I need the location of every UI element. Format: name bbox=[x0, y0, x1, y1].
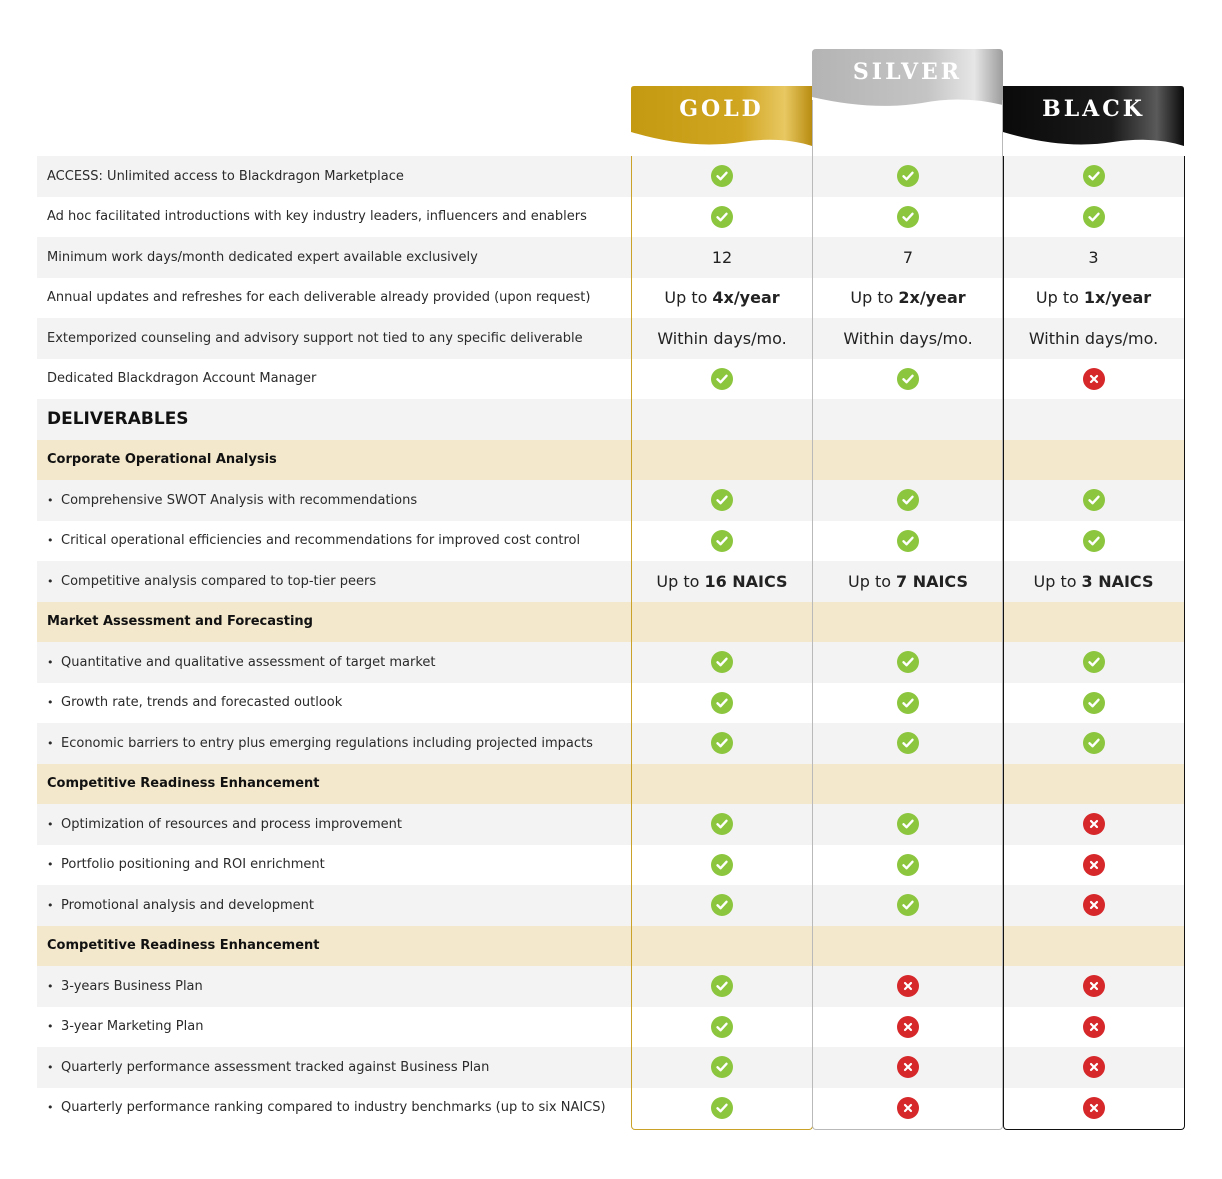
check-icon bbox=[897, 651, 919, 673]
table-row bbox=[37, 804, 1184, 845]
table-row bbox=[37, 1007, 1184, 1048]
cell-value: 4x/year bbox=[712, 288, 780, 308]
table-row bbox=[37, 237, 1184, 278]
cross-icon bbox=[1083, 854, 1105, 876]
cell-silver bbox=[813, 197, 1003, 238]
cell-gold bbox=[631, 318, 813, 359]
cell-black bbox=[1003, 197, 1184, 238]
check-icon bbox=[1083, 530, 1105, 552]
check-icon bbox=[1083, 206, 1105, 228]
cross-icon bbox=[1083, 1016, 1105, 1038]
cell-black bbox=[1003, 278, 1184, 319]
cell-text: Within days/mo. bbox=[657, 328, 787, 348]
cell-gold bbox=[631, 642, 813, 683]
check-icon bbox=[897, 165, 919, 187]
table-row bbox=[37, 683, 1184, 724]
table-row bbox=[37, 642, 1184, 683]
table-row bbox=[37, 845, 1184, 886]
cell-black bbox=[1003, 521, 1184, 562]
cell-gold bbox=[631, 683, 813, 724]
cell-text: Up to bbox=[850, 288, 894, 308]
cell-silver bbox=[813, 642, 1003, 683]
cell-black bbox=[1003, 966, 1184, 1007]
cell-black bbox=[1003, 845, 1184, 886]
cell-gold bbox=[631, 1088, 813, 1129]
cell-black bbox=[1003, 359, 1184, 400]
check-icon bbox=[711, 1016, 733, 1038]
cell-black bbox=[1003, 156, 1184, 197]
cell-black bbox=[1003, 723, 1184, 764]
feature-label: ACCESS: Unlimited access to Blackdragon Marketplace bbox=[47, 168, 404, 184]
feature-label: • Portfolio positioning and ROI enrichment bbox=[47, 857, 627, 872]
cell-text: Within days/mo. bbox=[1028, 328, 1159, 348]
category-label: Competitive Readiness Enhancement bbox=[47, 776, 320, 792]
tier-name-black: BLACK bbox=[1042, 96, 1145, 122]
check-icon bbox=[897, 368, 919, 390]
feature-label: • Comprehensive SWOT Analysis with recommendations bbox=[47, 493, 627, 508]
cell-black bbox=[1003, 885, 1184, 926]
table-row bbox=[37, 966, 1184, 1007]
cell-silver bbox=[813, 1088, 1003, 1129]
feature-label: • Optimization of resources and process improvement bbox=[47, 817, 627, 832]
check-icon bbox=[711, 530, 733, 552]
tier-header-silver bbox=[812, 49, 1003, 129]
cell-gold bbox=[631, 278, 813, 319]
check-icon bbox=[711, 975, 733, 997]
cell-silver bbox=[813, 1007, 1003, 1048]
cross-icon bbox=[1083, 813, 1105, 835]
cross-icon bbox=[897, 1016, 919, 1038]
cell-gold bbox=[631, 723, 813, 764]
cell-silver bbox=[813, 561, 1003, 602]
cross-icon bbox=[1083, 975, 1105, 997]
table-row bbox=[37, 521, 1184, 562]
cell-value: 7 NAICS bbox=[896, 571, 968, 591]
check-icon bbox=[1083, 489, 1105, 511]
category-label: Market Assessment and Forecasting bbox=[47, 614, 313, 630]
check-icon bbox=[897, 489, 919, 511]
cell-black bbox=[1003, 804, 1184, 845]
check-icon bbox=[1083, 732, 1105, 754]
table-row bbox=[37, 480, 1184, 521]
cell-gold bbox=[631, 521, 813, 562]
check-icon bbox=[711, 1056, 733, 1078]
comparison-table bbox=[37, 156, 1184, 1128]
cell-silver bbox=[813, 278, 1003, 319]
table-row bbox=[37, 1047, 1184, 1088]
feature-label: Minimum work days/month dedicated expert available exclusively bbox=[47, 249, 478, 265]
cross-icon bbox=[897, 1056, 919, 1078]
table-row bbox=[37, 197, 1184, 238]
cell-black bbox=[1003, 1007, 1184, 1048]
cell-silver bbox=[813, 480, 1003, 521]
check-icon bbox=[711, 732, 733, 754]
cross-icon bbox=[897, 975, 919, 997]
feature-label: • Quarterly performance assessment tracked against Business Plan bbox=[47, 1060, 627, 1075]
feature-label: • Critical operational efficiencies and recommendations for improved cost control bbox=[47, 533, 627, 548]
cross-icon bbox=[1083, 1056, 1105, 1078]
category-row bbox=[37, 764, 1184, 805]
cell-gold bbox=[631, 804, 813, 845]
cell-black bbox=[1003, 683, 1184, 724]
check-icon bbox=[711, 1097, 733, 1119]
check-icon bbox=[1083, 692, 1105, 714]
check-icon bbox=[711, 692, 733, 714]
feature-label: • Quarterly performance ranking compared to industry benchmarks (up to six NAICS) bbox=[47, 1100, 627, 1115]
cell-gold bbox=[631, 845, 813, 886]
cell-gold bbox=[631, 156, 813, 197]
cell-value: 1x/year bbox=[1083, 288, 1152, 308]
feature-label: • Growth rate, trends and forecasted outlook bbox=[47, 695, 627, 710]
check-icon bbox=[897, 813, 919, 835]
feature-label: • Quantitative and qualitative assessment of target market bbox=[47, 655, 627, 670]
cell-silver bbox=[813, 521, 1003, 562]
table-row bbox=[37, 561, 1184, 602]
cell-gold bbox=[631, 197, 813, 238]
cell-text: Up to bbox=[1033, 571, 1077, 591]
feature-label: • Competitive analysis compared to top-tier peers bbox=[47, 574, 627, 589]
section-heading: DELIVERABLES bbox=[47, 409, 189, 430]
cell-text: 3 bbox=[1088, 247, 1099, 267]
cell-value: 3 NAICS bbox=[1081, 571, 1154, 591]
cell-gold bbox=[631, 1007, 813, 1048]
feature-label: Ad hoc facilitated introductions with key industry leaders, influencers and enablers bbox=[47, 209, 587, 225]
cell-gold bbox=[631, 1047, 813, 1088]
tier-header-black bbox=[1003, 86, 1184, 158]
cell-value: 16 NAICS bbox=[704, 571, 788, 591]
category-row bbox=[37, 440, 1184, 481]
cell-text: 7 bbox=[902, 247, 914, 267]
table-row bbox=[37, 723, 1184, 764]
cell-value: 2x/year bbox=[898, 288, 966, 308]
feature-label: • 3-years Business Plan bbox=[47, 979, 627, 994]
feature-label: Dedicated Blackdragon Account Manager bbox=[47, 371, 317, 387]
cell-black bbox=[1003, 318, 1184, 359]
check-icon bbox=[1083, 651, 1105, 673]
check-icon bbox=[897, 854, 919, 876]
check-icon bbox=[897, 530, 919, 552]
category-row bbox=[37, 602, 1184, 643]
cell-silver bbox=[813, 156, 1003, 197]
feature-label: • Economic barriers to entry plus emerging regulations including projected impacts bbox=[47, 736, 627, 751]
cell-gold bbox=[631, 359, 813, 400]
cell-text: Up to bbox=[847, 571, 891, 591]
cell-gold bbox=[631, 885, 813, 926]
check-icon bbox=[897, 206, 919, 228]
table-row bbox=[37, 318, 1184, 359]
cell-gold bbox=[631, 966, 813, 1007]
cross-icon bbox=[1083, 894, 1105, 916]
cell-black bbox=[1003, 1088, 1184, 1129]
check-icon bbox=[711, 368, 733, 390]
table-row bbox=[37, 885, 1184, 926]
cell-black bbox=[1003, 1047, 1184, 1088]
tier-header-gold bbox=[631, 86, 812, 158]
table-row bbox=[37, 156, 1184, 197]
feature-label: • 3-year Marketing Plan bbox=[47, 1019, 627, 1034]
category-label: Competitive Readiness Enhancement bbox=[47, 938, 320, 954]
check-icon bbox=[897, 692, 919, 714]
table-row bbox=[37, 359, 1184, 400]
cross-icon bbox=[1083, 368, 1105, 390]
cell-gold bbox=[631, 237, 813, 278]
feature-label: Extemporized counseling and advisory support not tied to any specific deliverable bbox=[47, 330, 583, 346]
cross-icon bbox=[1083, 1097, 1105, 1119]
cell-black bbox=[1003, 561, 1184, 602]
tier-name-silver: SILVER bbox=[852, 59, 963, 85]
check-icon bbox=[711, 206, 733, 228]
check-icon bbox=[897, 732, 919, 754]
check-icon bbox=[897, 894, 919, 916]
cell-text: Up to bbox=[1035, 288, 1079, 308]
cell-silver bbox=[813, 318, 1003, 359]
table-row bbox=[37, 278, 1184, 319]
cell-silver bbox=[813, 966, 1003, 1007]
cross-icon bbox=[897, 1097, 919, 1119]
check-icon bbox=[1083, 165, 1105, 187]
cell-text: Up to bbox=[664, 288, 708, 308]
check-icon bbox=[711, 813, 733, 835]
cell-gold bbox=[631, 480, 813, 521]
cell-gold bbox=[631, 561, 813, 602]
cell-silver bbox=[813, 804, 1003, 845]
cell-silver bbox=[813, 845, 1003, 886]
table-row bbox=[37, 1088, 1184, 1129]
cell-text: Up to bbox=[656, 571, 700, 591]
cell-silver bbox=[813, 683, 1003, 724]
category-row bbox=[37, 926, 1184, 967]
cell-silver bbox=[813, 237, 1003, 278]
tier-name-gold: GOLD bbox=[679, 96, 764, 122]
check-icon bbox=[711, 651, 733, 673]
cell-text: 12 bbox=[711, 247, 733, 267]
check-icon bbox=[711, 894, 733, 916]
check-icon bbox=[711, 489, 733, 511]
cell-black bbox=[1003, 480, 1184, 521]
check-icon bbox=[711, 854, 733, 876]
category-label: Corporate Operational Analysis bbox=[47, 452, 277, 468]
cell-black bbox=[1003, 642, 1184, 683]
check-icon bbox=[711, 165, 733, 187]
section-heading-row bbox=[37, 399, 1184, 440]
cell-text: Within days/mo. bbox=[843, 328, 973, 348]
cell-silver bbox=[813, 885, 1003, 926]
feature-label: Annual updates and refreshes for each deliverable already provided (upon request) bbox=[47, 290, 591, 306]
cell-black bbox=[1003, 237, 1184, 278]
cell-silver bbox=[813, 723, 1003, 764]
feature-label: • Promotional analysis and development bbox=[47, 898, 627, 913]
cell-silver bbox=[813, 359, 1003, 400]
cell-silver bbox=[813, 1047, 1003, 1088]
